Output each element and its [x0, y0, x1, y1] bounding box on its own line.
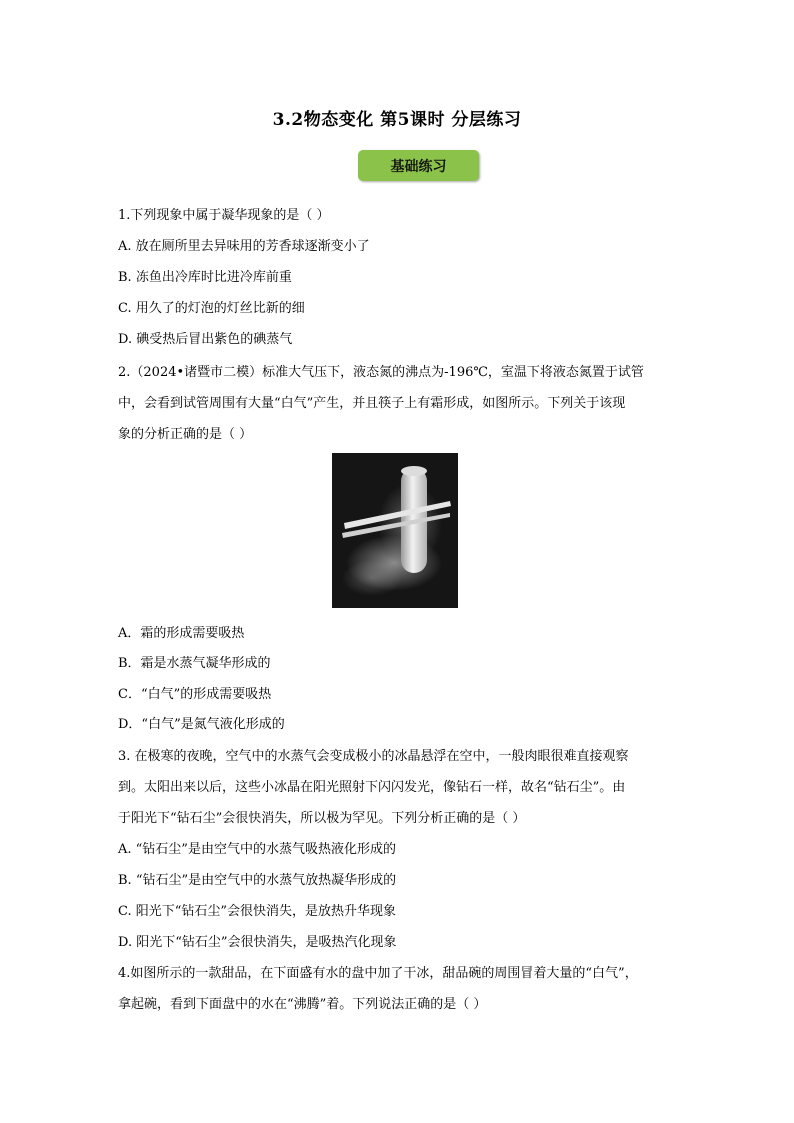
- question-1-option-d: D. 碘受热后冒出紫色的碘蒸气: [118, 332, 293, 347]
- page-title: 3.2物态变化 第5课时 分层练习: [272, 110, 522, 130]
- question-3-stem-line-2: 到。太阳出来以后，这些小冰晶在阳光照射下闪闪发光，像钻石一样，故名“钻石尘”。由: [118, 780, 626, 795]
- liquid-nitrogen-test-tube-photo: [332, 453, 458, 608]
- question-2-option-d: D．“白气”是氮气液化形成的: [118, 717, 285, 732]
- question-4-stem-line-1: 4.如图所示的一款甜品，在下面盛有水的盘中加了干冰，甜品碗的周围冒着大量的“白气”，: [118, 966, 638, 981]
- question-3-option-d: D. 阳光下“钻石尘”会很快消失，是吸热汽化现象: [118, 935, 397, 950]
- section-badge: 基础练习: [358, 150, 479, 181]
- question-1-option-b: B. 冻鱼出冷库时比进冷库前重: [118, 270, 292, 285]
- question-2-stem-line-2: 中，会看到试管周围有大量“白气”产生，并且筷子上有霜形成，如图所示。下列关于该现: [118, 396, 626, 411]
- question-3-stem-line-3: 于阳光下“钻石尘”会很快消失，所以极为罕见。下列分析正确的是（ ）: [118, 811, 526, 826]
- question-4-stem-line-2: 拿起碗，看到下面盘中的水在“沸腾”着。下列说法正确的是（ ）: [118, 997, 487, 1012]
- question-2-option-b: B．霜是水蒸气凝华形成的: [118, 656, 271, 671]
- question-3-option-c: C. 阳光下“钻石尘”会很快消失，是放热升华现象: [118, 904, 397, 919]
- question-1-option-c: C. 用久了的灯泡的灯丝比新的细: [118, 301, 305, 316]
- question-2-stem-line-3: 象的分析正确的是（ ）: [118, 427, 253, 442]
- question-1-stem: 1.下列现象中属于凝华现象的是（ ）: [118, 208, 330, 223]
- question-1-option-a: A. 放在厕所里去异味用的芳香球逐渐变小了: [118, 239, 370, 254]
- question-3-stem-line-1: 3. 在极寒的夜晚，空气中的水蒸气会变成极小的冰晶悬浮在空中，一般肉眼很难直接观察: [118, 749, 629, 764]
- question-2-stem-line-1: 2.（2024•诸暨市二模）标准大气压下，液态氮的沸点为-196℃，室温下将液态氮置于试管: [118, 365, 644, 380]
- question-3-option-a: A. “钻石尘”是由空气中的水蒸气吸热液化形成的: [118, 842, 396, 857]
- question-2-option-a: A．霜的形成需要吸热: [118, 626, 245, 641]
- question-3-option-b: B. “钻石尘”是由空气中的水蒸气放热凝华形成的: [118, 873, 397, 888]
- question-2-option-c: C．“白气”的形成需要吸热: [118, 687, 272, 702]
